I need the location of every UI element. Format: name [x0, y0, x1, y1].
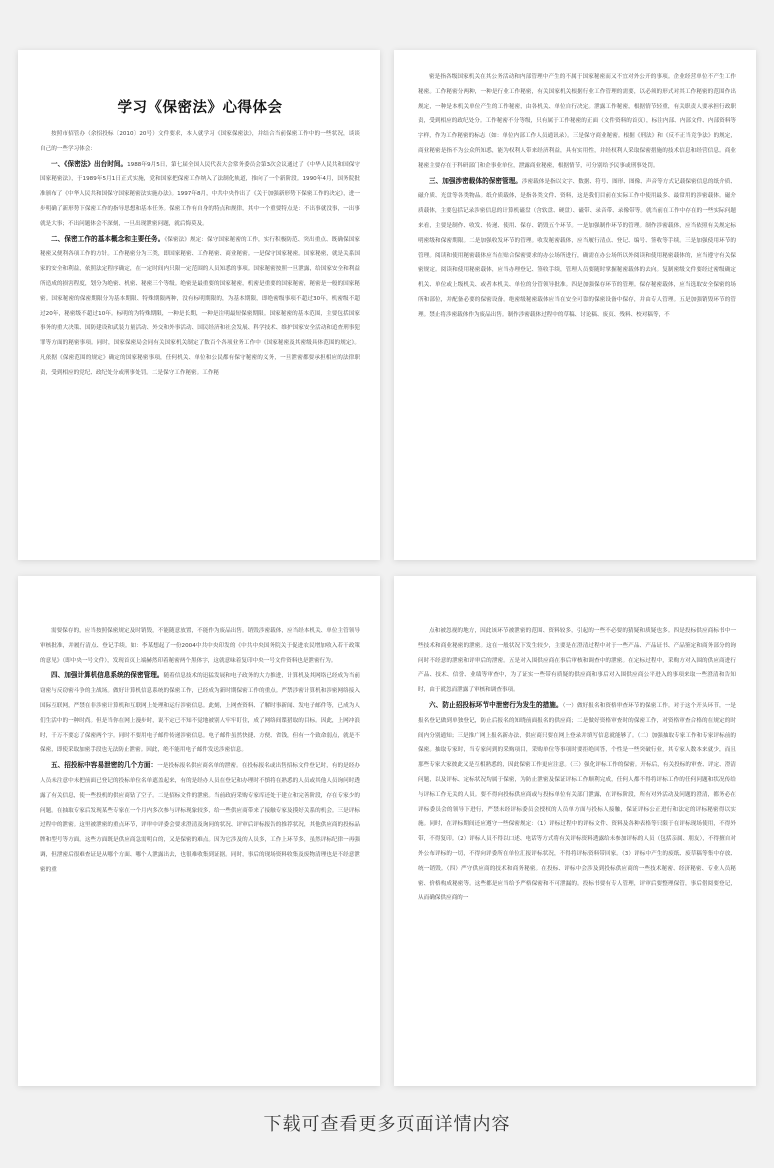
document-page-3	[18, 576, 380, 1086]
paragraph-text: 一是投标报名供应商名单的泄密。在投标报名或出售招标文件登记时，有的是经办人员未注意中未把前面已登记的投标单位名单遮盖起来，有的是经办人员在登记和办理时不慎将在熟悉的人员或其他人员询问时透露了有关信息，使一些投机的供应商钻了空子。二是招标文件的泄密。当前政府采购专家库还处于建立和完善阶段，存在专家少的问题。在抽取专家后发现某些专家在一个月内多次参与评标现象较多，给一些供应商带来了接触专家及摸好关系的机会。三是评标过程中的泄密。这里被泄密的重点环节，评审中评委会要求澄清及询问的状况、评审后评标报告的推荐状况，其他供应商的投标品牌和型号等方面。这些方面既是供应商急需明白的，又是保密的难点。因为它涉及的人员多，工作上环节多，虽然评标纪律一再强调，但泄密后很难查证是从哪个方面、哪个人泄露出去，也很难收集到证据。同时，事后的现场资料收集及废物清理也是不经意泄密的重	[40, 763, 360, 873]
section-heading: 四、加强计算机信息系统的保密管理。	[51, 671, 164, 680]
section-heading: 三、加强涉密载体的保密管理。	[429, 176, 522, 185]
document-page-1	[18, 50, 380, 560]
paragraph	[418, 624, 736, 698]
download-more-link[interactable]: 下载可查看更多页面详情内容	[263, 1114, 511, 1135]
paragraph-text: 《保密法》规定：保守国家秘密的工作，实行积极防范、突出重点、既确保国家秘密又便利各项工作的方针。工作秘密分为三类，即国家秘密、工作秘密、商业秘密。一是保守国家秘密。国家秘密，就是关系国家的安全和利益，依照法定程序确定，在一定时间内只限一定范围的人员知悉的事项。国家秘密按照一旦泄露，给国家安全和利益所造成的损害程度，划分为绝密、机密、秘密三个等级。绝密是最重要的国家秘密，机密是重要的国家秘密，秘密是一般的国家秘密。国家秘密的保密期限分为基本期限、特殊期限两种，没有标明期限的，为基本期限，即绝密级事项不超过30年，机密级不超过20年，秘密级不超过10年。标明的为特殊期限，一种是长期，一种是注明最短保密期限。国家秘密的基本范围，主要包括国家事务的重大决策、国防建设和武装力量活动、外交和外事活动、国民经济和社会发展、科学技术、维护国家安全活动和追查刑事犯罪等方面的秘密事项。同时，国家保密局会同有关国家机关制定了数百个各项业务工作中《国家秘密及其密级具体范围的规定》。凡依据《保密范围的规定》确定的国家秘密事项，任何机关、单位和公民都有保守秘密的义务，一旦泄密都要承担相应的法律职责，受到相应的党纪、政纪处分或刑事处罚。二是保守工作秘密。工作秘	[40, 236, 361, 376]
paragraph	[40, 624, 360, 668]
paragraph-text: 1988年9月5日，第七届全国人民代表大会常务委员会第3次会议通过了《中华人民共和国保守国家秘密法》，于1989年5月1日正式实施，党和国家把保密工作纳入了法制化轨道，推向了一个新阶段。1990年4月，国务院批准颁布了《中华人民共和国保守国家秘密法实施办法》。1997年8月，中共中央作出了《关于加强新形势下保密工作的决定》，进一步明确了新形势下保密工作的指导思想和基本任务。保密工作有自身的特点和规律，其中一个重要特点是：不出事就没事，一出事就是大事；不出问题体会不深刻，一旦出现泄密问题，就后悔莫及。	[40, 161, 360, 227]
paragraph	[40, 232, 360, 381]
paragraph	[418, 70, 736, 174]
paragraph	[40, 127, 360, 157]
paragraph	[40, 157, 360, 232]
document-page-4	[394, 576, 756, 1086]
section-heading: 二、保密工作的基本概念和主要任务。	[51, 234, 165, 243]
paragraph-text: 密是指各级国家机关在其公务活动和内部管理中产生的不属于国家秘密而又不宜对外公开的事项。企业经营单位不产生工作秘密。工作秘密分两种，一种是行业工作秘密，有关国家机关根据行业工作管理的需要，以必须的形式对其工作秘密的范围作出规定，一种是本机关单位产生的工作秘密，由各机关、单位自行决定。泄露工作秘密，根据情节轻重，有关职责人要承担行政职责，受到相应的政纪处分。工作秘密不分等级，只有属于工作秘密的正面（文件资料的首页），标注内部、内部文件、内部资料等字样，作为工作秘密的标志（如：单位内部工作人员通讯录）。三是保守商业秘密。根据《刑法》和《反不正当竞争法》的规定，商业秘密是指不为公众所知悉，能为权利人带来经济利益，具有实用性，并经权利人采取保密措施的技术信息和经营信息。商业秘密主要存在于科研部门和企事业单位，泄露商业秘密，根据情节，可分别给予民事或刑事处罚。	[418, 74, 736, 169]
paragraph-text: 按照市招管办（余招投标〔2010〕20号）文件要求，本人就学习《国家保密法》，并结合当前保密工作中的一些状况，谈谈自己的一些学习体会：	[40, 131, 360, 152]
document-title: 学习《保密法》心得体会	[117, 100, 283, 116]
paragraph	[418, 174, 736, 323]
paragraph-text: 需要保存的，应当按照保密规定及时销毁，不能随意放置，不能作为废品出售。销毁涉密载体，应当经本机关、单位主管领导审核批准，并履行清点、登记手续。如：李某想起了一份2004中共中央印发的《中共中央国务院关于促进农民增加收入若干政策的意见》（即中央一号文件），发现首页上端赫然印着秘密两个黑体字，这就意味着复印中央一号文件资料也是泄密行为。	[40, 628, 360, 664]
paragraph-text: 随着信息技术的迅猛发展和电子政务的大力推进，计算机及其网络已经成为当前窃密与反窃密斗争的主战场。做好计算机信息系统的保密工作，已经成为新时期保密工作的重点。严禁涉密计算机和涉密网络接入国际互联网，严禁在非涉密计算机和互联网上处理和运行涉密信息。此刻，上网查资料、了解时事新闻、发电子邮件等，已成为人们生活中的一种时尚。但是当你在网上漫步时，说不定已不知不觉地被别人牢牢盯住，成了网络间谍猎取的目标。因此，上网冲浪时，千万不要忘了保密两个字。同时不要用电子邮件传递涉密信息。电子邮件虽然快捷、方便、省钱，但有一个致命弱点，就是不保密，即使采取加密手段也无法防止泄密。因此，绝不能用电子邮件发送涉密信息。	[40, 673, 360, 754]
paragraph	[40, 758, 360, 877]
section-heading: 一、《保密法》出台时间。	[51, 159, 128, 168]
paragraph-text: 点和被忽视的地方，因此该环节被泄密的范围、资料较多，引起的一些不必要的猜疑和质疑也多。四是投标供应商标书中一些技术和商业秘密的泄密。这在一般状况下发生较少，主要是在澄清过程中对于一些产品、产品证书、产品鉴定和商务部分的询问时不经意的泄密和评审后的泄密。五是对入围供应商在事后审核和调查中的泄密。在定标过程中，采购方对入围的供应商进行产品、技术、信誉、业绩等审查中，为了证实一些带有质疑的供应商和事后对入围供应商公平进入的事项来取一些澄清和告知时，由于就忽而泄露了审核和调查事项。	[418, 628, 736, 694]
paragraph-text: 涉密载体是指以文字、数据、符号、图形、图像、声音等方式记载保密信息的纸介质、磁介质、光盘等各类物品。纸介质载体，是指各类文件、资料，这是我们目前在实际工作中使用最多、最常用的涉密载体。磁介质载体，主要包括记录涉密信息的计算机磁盘（含软盘、硬盘）、磁带、录音带、录像带等。就当前在工作中存在的一些实际问题来看，主要是制作、收发、传递、使用、保存、销毁五个环节。一是加强制作环节的管理。制作涉密载体，应当依照有关规定标明密级和保密期限。二是加强收发环节的管理。收发秘密载体，应当履行清点、登记、编号、签收等手续。三是加强使用环节的管理。阅读和使用秘密载体应当在贴合保密要求的办公场所进行，确需在办公场所以外阅读和使用秘密载体的，应当遵守有关保密规定。阅读和使用秘密载体，应当办理登记、签收手续，管理人员要随时掌握秘密载体的去向。复制密级文件要经过密级确定机关、单位或上级机关、或者本机关、单位的分管领导批准。四是加强保存环节的管理。保存秘密载体，应当选取安全保密的场所和部位，并配备必要的保密设备。绝密级秘密载体应当在安全可靠的保密设备中保存，并由专人管理。五是加强销毁环节的管理。禁止将涉密载体作为废品出售。制作涉密载体过程中的草稿、讨论稿、废页、残料、校对稿等，不	[418, 178, 737, 318]
section-heading: 六、防止招投标环节中泄密行为发生的措施。	[429, 700, 563, 709]
paragraph	[40, 668, 360, 758]
section-heading: 五、招投标中容易泄密的几个方面：	[51, 761, 158, 770]
paragraph	[418, 698, 736, 906]
document-page-2	[394, 50, 756, 560]
paragraph-text: （一）做好报名和资格审查环节的保密工作。对于这个开头环节，一是报名登记做到单独登记，防止后报名的知晓前面报名的供应商；二是做好资格审查时的保密工作，对资格审查合格的在规定的时间内分别通知；三是推广网上报名新办法，供应商只要在网上登录并填写信息就能够了。（二）加强抽取专家工作和专家评标前的保密。抽取专家时，当专家问到的采购项目，采购单位等事项时要拒绝回答，个性是一些突破行业，其专家人数本来就少，而且那些专家大家彼此又是互相熟悉的，因此保密工作更应注意。（三）强化评标工作的保密。开标后，有关投标的审查、评定、澄清问题，以及评标、定标状况均属于保密，为防止泄密及保证评标工作顺利完成，任何人都不得将评标工作的任何问题和状况传给与评标工作无关的人员。要不得向投标供应商或与投标单位有关部门泄露，在评标阶段，所有对外活动及问题的澄清，都务必在评标委员会的领导下进行，严禁未经评标委员会授权的人员单方面与投标人接触，保证评标公正进行和法定的评标秘密得以实施。同时，在评标期间还应遵守一些保密规定：（1）评标过程中的评标文件、资料及各种表格等只限于在评标现场使用，不得外带，不得复印。（2）评标人员不得以口述、电话等方式将有关评标资料透露给未参加评标的人员（包括亲属、朋友），不得擅自对外公布评标的一切，不得向评委所在单位汇报评标状况，不得将评标资料带回家。（3）评标中产生的废纸、废草稿等集中存放、统一销毁。（四）严守供应商的技术和商务秘密。在投标、评标中会涉及到投标供应商的一些技术秘密、经济秘密、专业人员秘密、价格构成秘密等。这些都是应当给予严格保密和不可泄漏的。投标书要有专人管理，评审后要整理保管，事后借阅要登记，从而确保供应商的一	[418, 702, 737, 902]
